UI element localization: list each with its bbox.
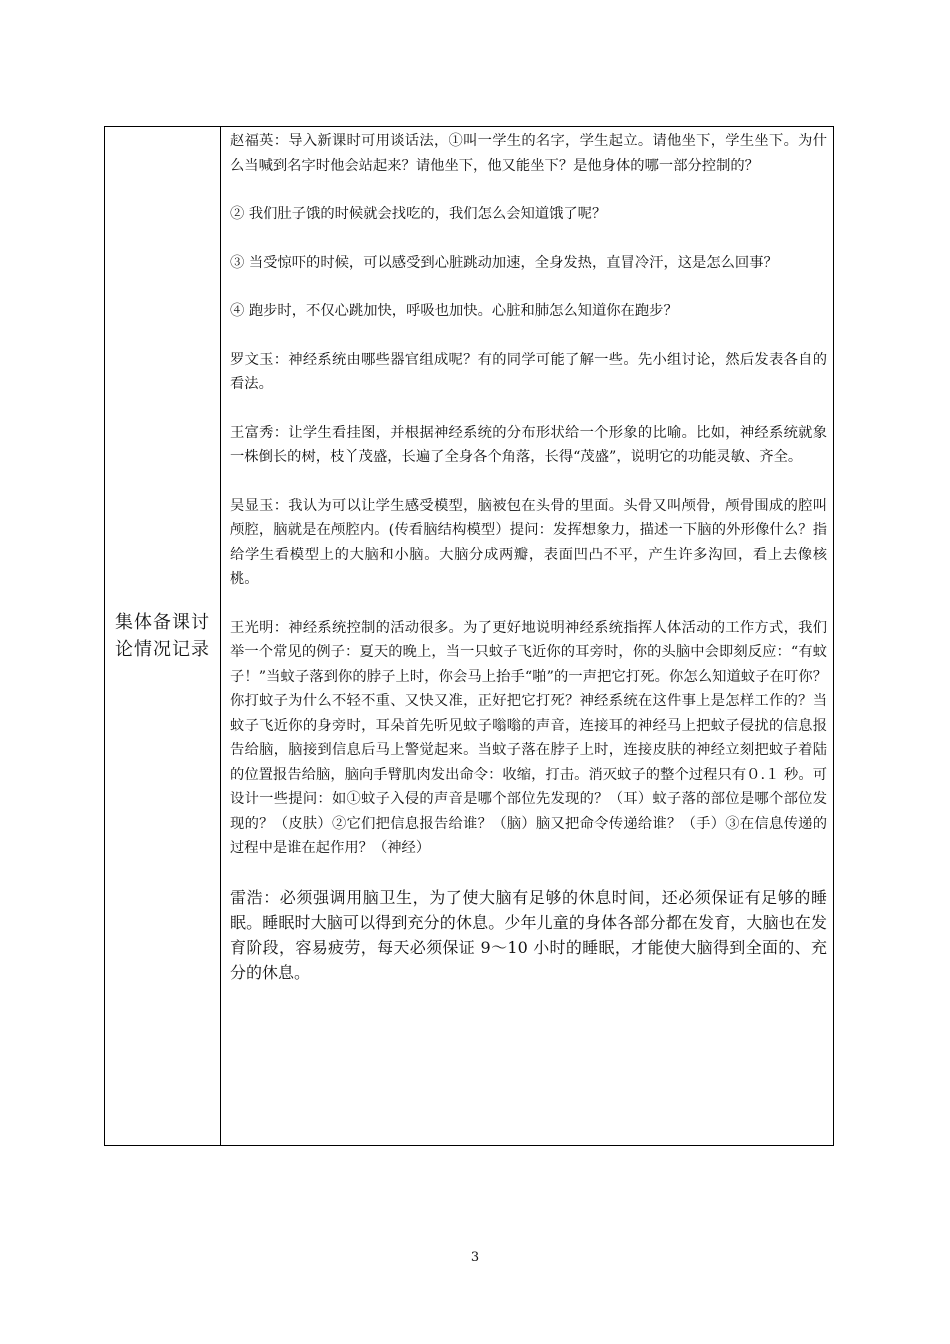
paragraph-lei-hao: 雷浩：必须强调用脑卫生，为了使大脑有足够的休息时间，还必须保证有足够的睡眠。睡眠时大脑可以得到充分的休息。少年儿童的身体各部分都在发育，大脑也在发育阶段，容易疲劳，每天必须保证 9～10 小时的睡眠，才能使大脑得到全面的、充分的休息。 [230, 887, 827, 982]
discussion-content-cell [221, 127, 833, 1145]
paragraph-wang-fuxiu: 王富秀：让学生看挂图，并根据神经系统的分布形状给一个形象的比喻。比如，神经系统就象一株倒长的树，枝丫茂盛，长遍了全身各个角落，长得“茂盛”，说明它的功能灵敏、齐全。 [230, 424, 827, 465]
paragraph-wu-xianyu: 吴显玉：我认为可以让学生感受模型，脑被包在头骨的里面。头骨又叫颅骨，颅骨围成的腔叫颅腔，脑就是在颅腔内。(传看脑结构模型）提问：发挥想象力，描述一下脑的外形像什么？指给学生看模型上的大脑和小脑。大脑分成两瓣，表面凹凸不平，产生许多沟回，看上去像核桃。 [230, 497, 827, 587]
paragraph-luo-wenyu: 罗文玉：神经系统由哪些器官组成呢？有的同学可能了解一些。先小组讨论，然后发表各自的看法。 [230, 351, 827, 392]
paragraph-wang-guangming: 王光明：神经系统控制的活动很多。为了更好地说明神经系统指挥人体活动的工作方式，我们举一个常见的例子：夏天的晚上，当一只蚊子飞近你的耳旁时，你的头脑中会即刻反应：“有蚊子！”当蚊子落到你的脖子上时，你会马上抬手“啪”的一声把它打死。你怎么知道蚊子在叮你？你打蚊子为什么不轻不重、又快又准，正好把它打死？神经系统在这件事上是怎样工作的？当蚊子飞近你的身旁时，耳朵首先听见蚊子嗡嗡的声音，连接耳的神经马上把蚊子侵扰的信息报告给脑，脑接到信息后马上警觉起来。当蚊子落在脖子上时，连接皮肤的神经立刻把蚊子着陆的位置报告给脑，脑向手臂肌肉发出命令：收缩，打击。消灭蚊子的整个过程只有０.１ 秒。可设计一些提问：如①蚊子入侵的声音是哪个部位先发现的？（耳）蚊子落的部位是哪个部位发现的？（皮肤）②它们把信息报告给谁？（脑）脑又把命令传递给谁？（手）③在信息传递的过程中是谁在起作用？（神经） [230, 619, 827, 856]
paragraph-zhao-fuying: 赵福英：导入新课时可用谈话法，①叫一学生的名字，学生起立。请他坐下，学生坐下。为什么当喊到名字时他会站起来？请他坐下，他又能坐下？是他身体的哪一部分控制的？ [230, 133, 827, 174]
paragraph-question-2: ② 我们肚子饿的时候就会找吃的，我们怎么会知道饿了呢？ [230, 206, 607, 222]
page-number: 3 [470, 1250, 480, 1265]
row-label-cell [105, 127, 221, 1145]
discussion-record-table [104, 126, 834, 1146]
paragraph-question-4: ④ 跑步时，不仅心跳加快，呼吸也加快。心脏和肺怎么知道你在跑步？ [230, 303, 678, 319]
paragraph-question-3: ③ 当受惊吓的时候，可以感受到心脏跳动加速，全身发热，直冒冷汗，这是怎么回事？ [230, 254, 778, 271]
row-label: 集体备课讨论情况记录 [115, 612, 210, 660]
